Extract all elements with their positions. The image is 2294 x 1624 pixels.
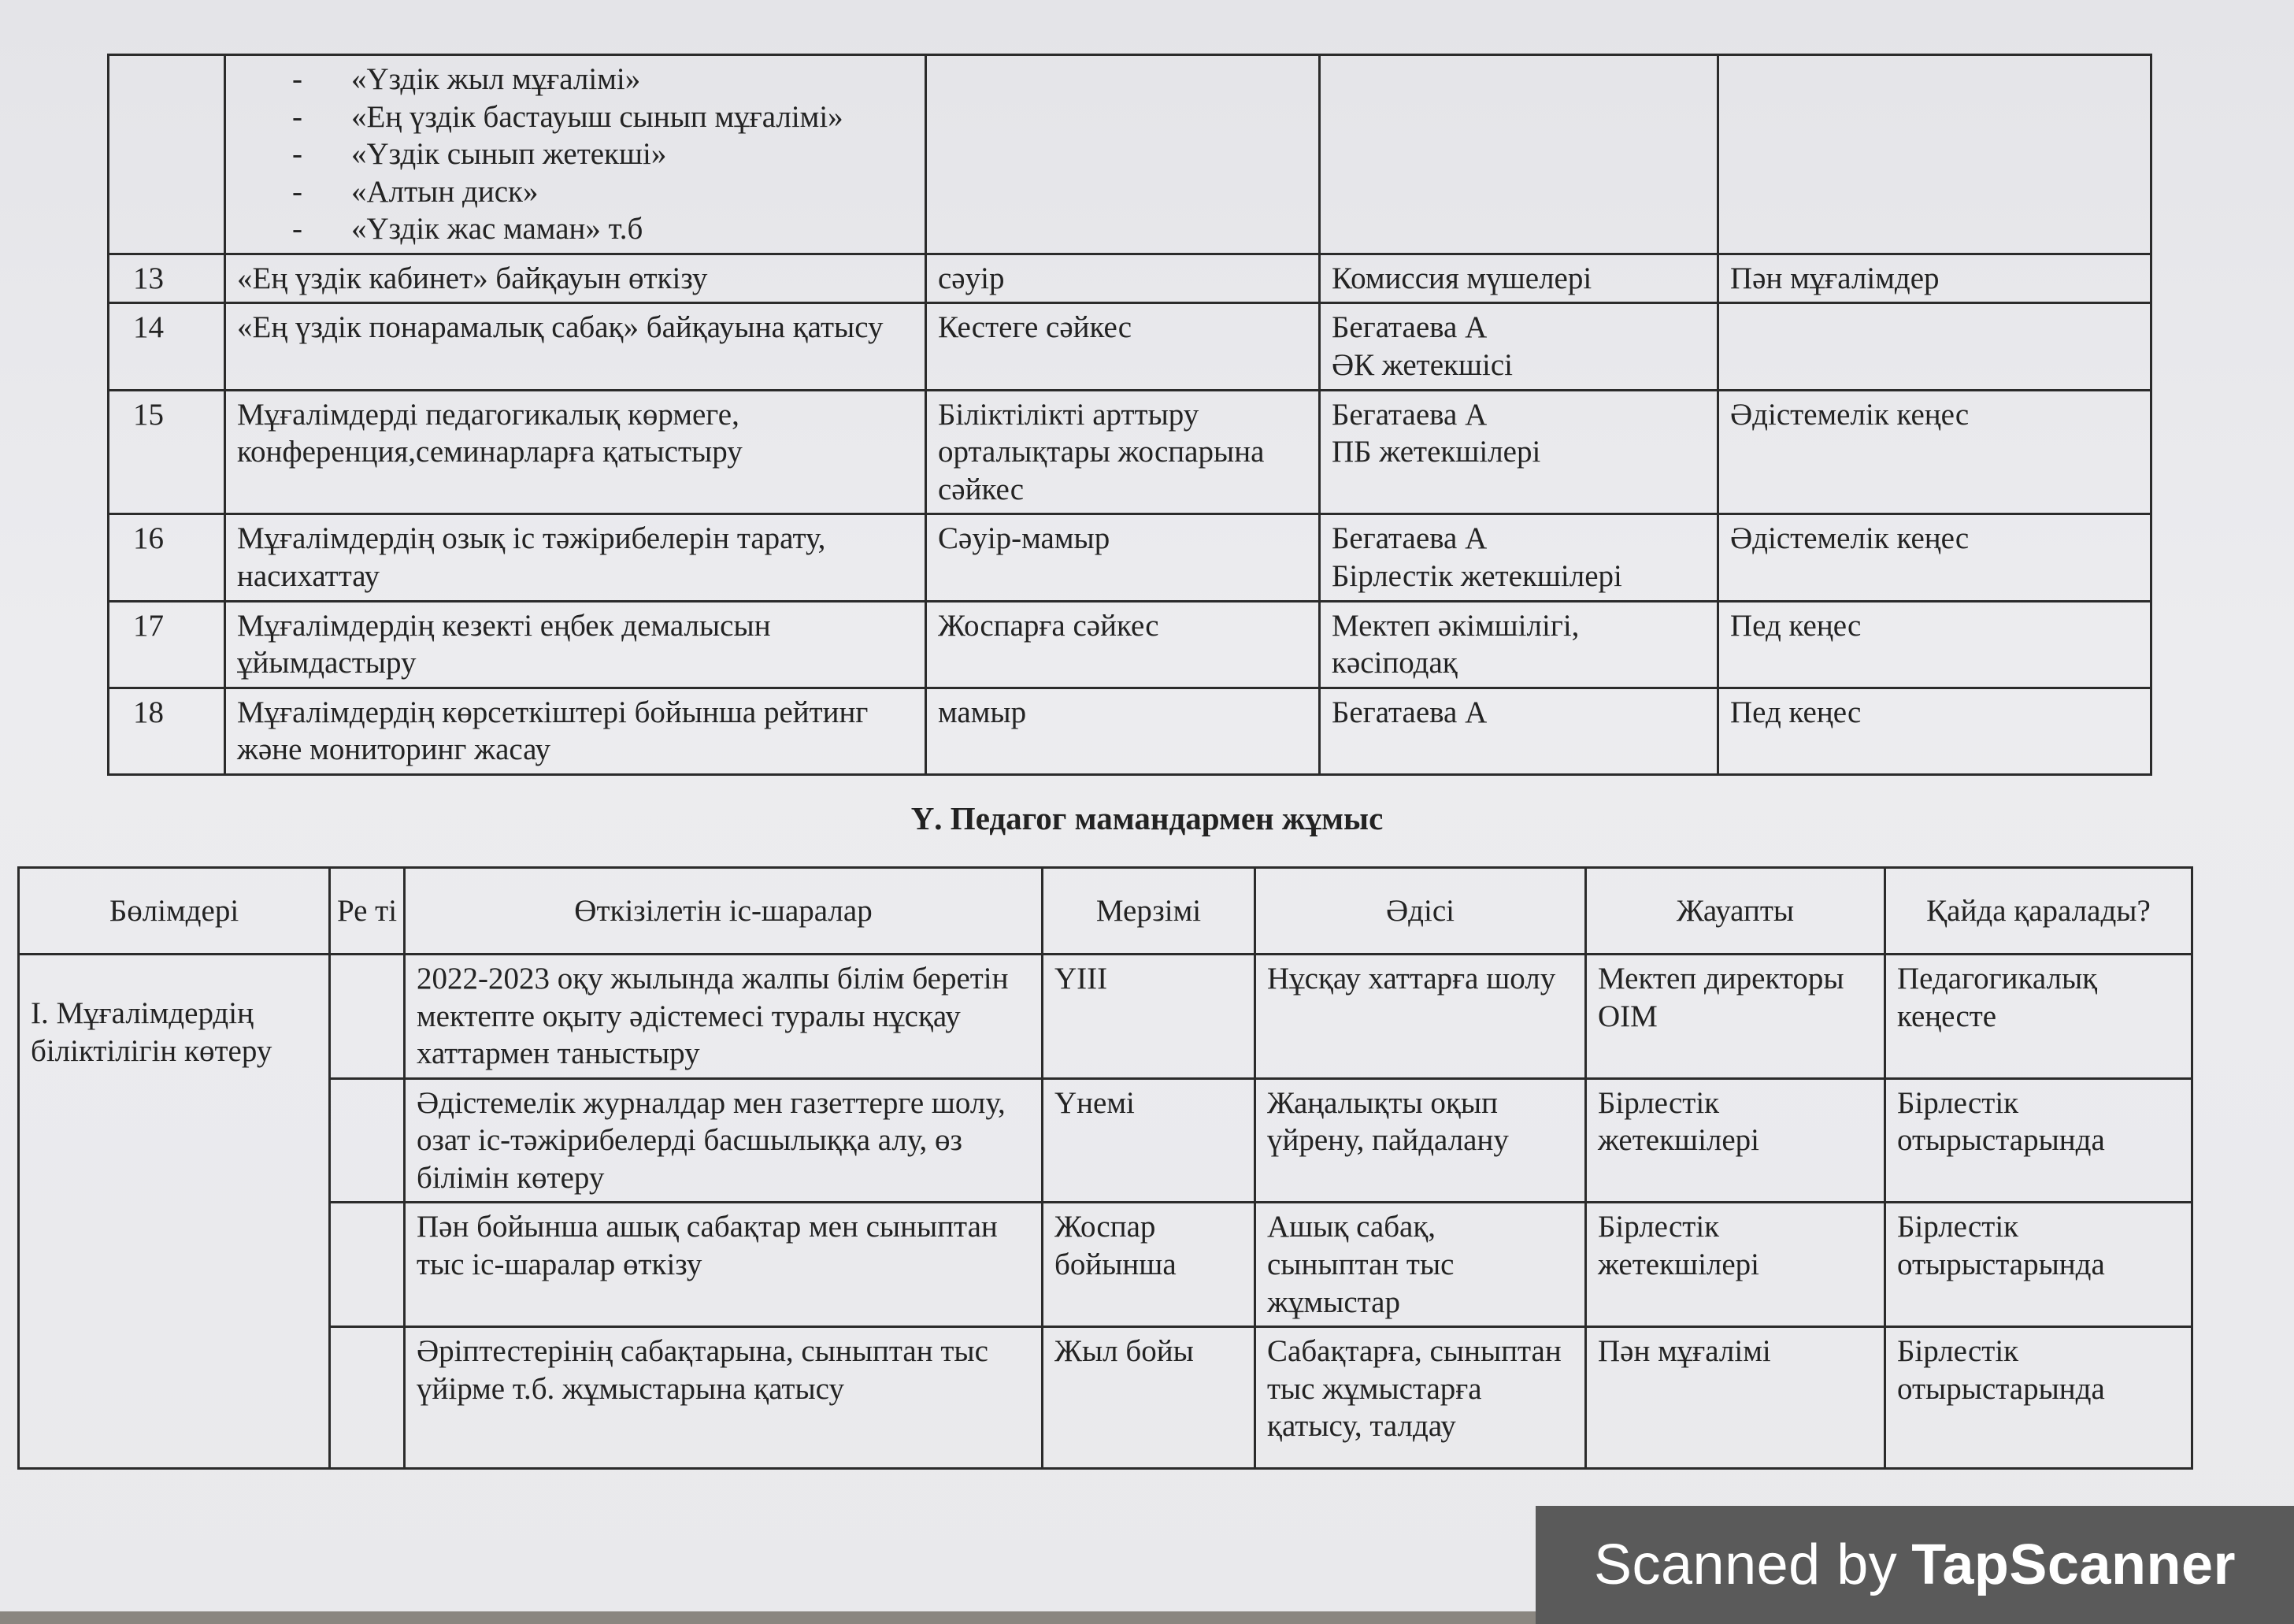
event-cell: Әдістемелік журналдар мен газеттерге шолу, озат іс-тәжірибелерді басшылыққа алу, өз білімін көтеру [405, 1078, 1043, 1203]
table-row [19, 955, 2192, 1079]
where-cell: Пед кеңес [1718, 601, 2151, 688]
event-cell: Әріптестерінің сабақтарына, сыныптан тыс үйірме т.б. жұмыстарына қатысу [405, 1327, 1043, 1469]
time-cell: ҮІІІ [1043, 955, 1255, 1079]
order-cell [330, 955, 405, 1079]
table-row [109, 390, 2151, 514]
list-item: - «Үздік сынып жетекші» [292, 135, 914, 173]
header-section: Бөлімдері [19, 868, 330, 955]
where-cell: Әдістемелік кеңес [1718, 514, 2151, 601]
method-cell: Нұсқау хаттарға шолу [1255, 955, 1586, 1079]
num-cell: 15 [109, 390, 225, 514]
time-cell: мамыр [926, 688, 1320, 774]
time-cell: Кестеге сәйкес [926, 303, 1320, 390]
responsible-cell: Мектеп директоры ОІМ [1586, 955, 1885, 1079]
table-row [19, 1078, 2192, 1203]
responsible-cell: Бірлестік жетекшілері [1586, 1078, 1885, 1203]
table-row [109, 688, 2151, 774]
num-cell: 13 [109, 254, 225, 303]
where-cell: Бірлестік отырыстарында [1885, 1203, 2192, 1327]
scanner-watermark [1536, 1506, 2294, 1624]
section-title: Ү. Педагог мамандармен жұмыс [910, 800, 1384, 836]
time-cell: Үнемі [1043, 1078, 1255, 1203]
section-label-cell: І. Мұғалімдердің біліктілігін көтеру [19, 955, 330, 1469]
method-cell: Ашық сабақ, сыныптан тыс жұмыстар [1255, 1203, 1586, 1327]
responsible-cell: Бегатаева А [1320, 688, 1718, 774]
responsible-cell: Комиссия мүшелері [1320, 254, 1718, 303]
header-time: Мерзімі [1043, 868, 1255, 955]
table-header-row [19, 868, 2192, 955]
responsible-cell: Бегатаева А Бірлестік жетекшілері [1320, 514, 1718, 601]
method-cell: Жаңалықты оқып үйрену, пайдалану [1255, 1078, 1586, 1203]
table-row [109, 514, 2151, 601]
time-cell: Жыл бойы [1043, 1327, 1255, 1469]
list-item: - «Үздік жыл мұғалімі» [292, 61, 914, 98]
teacher-work-table [17, 866, 2193, 1470]
where-cell: Бірлестік отырыстарында [1885, 1327, 2192, 1469]
where-cell: Әдістемелік кеңес [1718, 390, 2151, 514]
num-cell: 18 [109, 688, 225, 774]
where-cell: Пән мұғалімдер [1718, 254, 2151, 303]
table-row [109, 254, 2151, 303]
header-event: Өткізілетін іс-шаралар [405, 868, 1043, 955]
event-cell: Мұғалімдерді педагогикалық көрмеге, конференция,семинарларға қатыстыру [225, 390, 926, 514]
time-cell [926, 55, 1320, 254]
where-cell: Пед кеңес [1718, 688, 2151, 774]
order-cell [330, 1327, 405, 1469]
header-where: Қайда қаралады? [1885, 868, 2192, 955]
num-cell: 17 [109, 601, 225, 688]
time-cell: Жоспарға сәйкес [926, 601, 1320, 688]
table-row [19, 1327, 2192, 1469]
responsible-cell: Мектеп әкімшілігі, кәсіподақ [1320, 601, 1718, 688]
where-cell [1718, 55, 2151, 254]
table-row [19, 1203, 2192, 1327]
watermark-brand: TapScanner [1911, 1533, 2237, 1596]
list-item: - «Алтын диск» [292, 173, 914, 211]
num-cell: 14 [109, 303, 225, 390]
event-cell: Мұғалімдердің көрсеткіштері бойынша рейтинг және мониторинг жасау [225, 688, 926, 774]
responsible-cell: Бегатаева А ӘК жетекшісі [1320, 303, 1718, 390]
table-row [109, 601, 2151, 688]
header-responsible: Жауапты [1586, 868, 1885, 955]
where-cell: Педагогикалық кеңесте [1885, 955, 2192, 1079]
header-method: Әдісі [1255, 868, 1586, 955]
watermark-prefix: Scanned by [1593, 1533, 1898, 1596]
responsible-cell: Пән мұғалімі [1586, 1327, 1885, 1469]
time-cell: сәуір [926, 254, 1320, 303]
num-cell: 16 [109, 514, 225, 601]
time-cell: Жоспар бойынша [1043, 1203, 1255, 1327]
num-cell [109, 55, 225, 254]
event-cell: Пән бойынша ашық сабақтар мен сыныптан тыс іс-шаралар өткізу [405, 1203, 1043, 1327]
header-order: Ре ті [330, 868, 405, 955]
list-item: - «Ең үздік бастауыш сынып мұғалімі» [292, 98, 914, 136]
responsible-cell [1320, 55, 1718, 254]
awards-cell [225, 55, 926, 254]
list-item: - «Үздік жас маман» т.б [292, 210, 914, 248]
time-cell: Сәуір-мамыр [926, 514, 1320, 601]
awards-list [237, 61, 914, 248]
event-cell: «Ең үздік кабинет» байқауын өткізу [225, 254, 926, 303]
responsible-cell: Бірлестік жетекшілері [1586, 1203, 1885, 1327]
where-cell [1718, 303, 2151, 390]
table-row [109, 303, 2151, 390]
event-cell: «Ең үздік понарамалық сабақ» байқауына қатысу [225, 303, 926, 390]
activity-plan-table [107, 54, 2152, 776]
event-cell: 2022-2023 оқу жылында жалпы білім беретін мектепте оқыту әдістемесі туралы нұсқау хаттармен таныстыру [405, 955, 1043, 1079]
where-cell: Бірлестік отырыстарында [1885, 1078, 2192, 1203]
responsible-cell: Бегатаева А ПБ жетекшілері [1320, 390, 1718, 514]
method-cell: Сабақтарға, сыныптан тыс жұмыстарға қатысу, талдау [1255, 1327, 1586, 1469]
order-cell [330, 1203, 405, 1327]
order-cell [330, 1078, 405, 1203]
event-cell: Мұғалімдердің кезекті еңбек демалысын ұйымдастыру [225, 601, 926, 688]
event-cell: Мұғалімдердің озық іс тәжірибелерін тарату, насихаттау [225, 514, 926, 601]
time-cell: Біліктілікті арттыру орталықтары жоспарына сәйкес [926, 390, 1320, 514]
table-row [109, 55, 2151, 254]
